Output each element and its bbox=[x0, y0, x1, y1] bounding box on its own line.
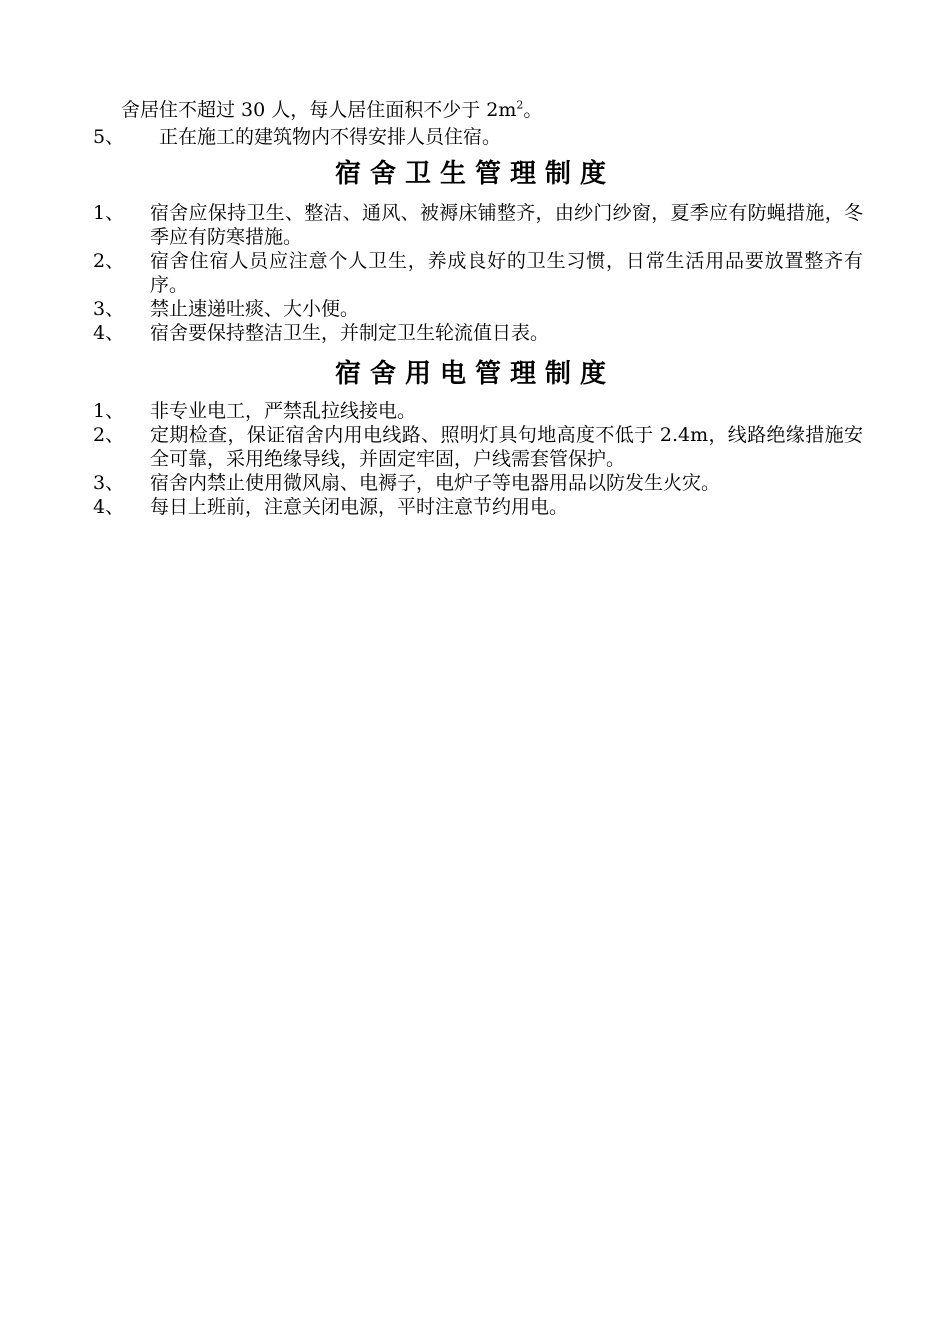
continuation-end: 。 bbox=[523, 99, 543, 121]
list-item bbox=[93, 297, 863, 321]
list-item bbox=[93, 249, 863, 297]
item-text: 正在施工的建筑物内不得安排人员住宿。 bbox=[159, 126, 502, 148]
electricity-rules-list bbox=[93, 399, 863, 519]
list-item bbox=[93, 201, 863, 249]
continuation-text: 舍居住不超过 30 人，每人居住面积不少于 2m bbox=[121, 99, 517, 121]
list-item bbox=[93, 399, 863, 423]
item-text: 定期检查，保证宿舍内用电线路、照明灯具句地高度不低于 2.4m，线路绝缘措施安全可靠，采用绝缘导线，并固定牢固，户线需套管保护。 bbox=[150, 424, 863, 470]
hygiene-rules-list bbox=[93, 201, 863, 345]
hygiene-section-title: 宿舍卫生管理制度 bbox=[334, 159, 615, 189]
item-number: 1、 bbox=[93, 202, 125, 224]
item-number: 3、 bbox=[93, 298, 125, 320]
list-item bbox=[93, 321, 863, 345]
item-text: 每日上班前，注意关闭电源，平时注意节约用电。 bbox=[150, 496, 569, 518]
item-number: 3、 bbox=[93, 472, 125, 494]
item-text: 非专业电工，严禁乱拉线接电。 bbox=[150, 400, 417, 422]
item-number: 1、 bbox=[93, 400, 125, 422]
electricity-section-title: 宿舍用电管理制度 bbox=[334, 359, 615, 389]
item-number: 5、 bbox=[93, 126, 125, 148]
list-item bbox=[93, 495, 863, 519]
list-item bbox=[93, 471, 863, 495]
item-text: 宿舍内禁止使用微风扇、电褥子，电炉子等电器用品以防发生火灾。 bbox=[150, 472, 721, 494]
continuation-line bbox=[121, 98, 542, 122]
item-text: 宿舍住宿人员应注意个人卫生，养成良好的卫生习惯，日常生活用品要放置整齐有序。 bbox=[150, 250, 863, 296]
item-text: 宿舍应保持卫生、整洁、通风、被褥床铺整齐，由纱门纱窗，夏季应有防蝇措施，冬季应有防寒措施。 bbox=[150, 202, 863, 248]
list-item-5 bbox=[93, 125, 501, 149]
item-number: 2、 bbox=[93, 424, 125, 446]
item-number: 4、 bbox=[93, 496, 125, 518]
item-number: 4、 bbox=[93, 322, 125, 344]
item-text: 禁止速递吐痰、大小便。 bbox=[150, 298, 360, 320]
list-item bbox=[93, 423, 863, 471]
item-number: 2、 bbox=[93, 250, 125, 272]
superscript-exponent: 2 bbox=[516, 98, 524, 112]
item-text: 宿舍要保持整洁卫生，并制定卫生轮流值日表。 bbox=[150, 322, 550, 344]
